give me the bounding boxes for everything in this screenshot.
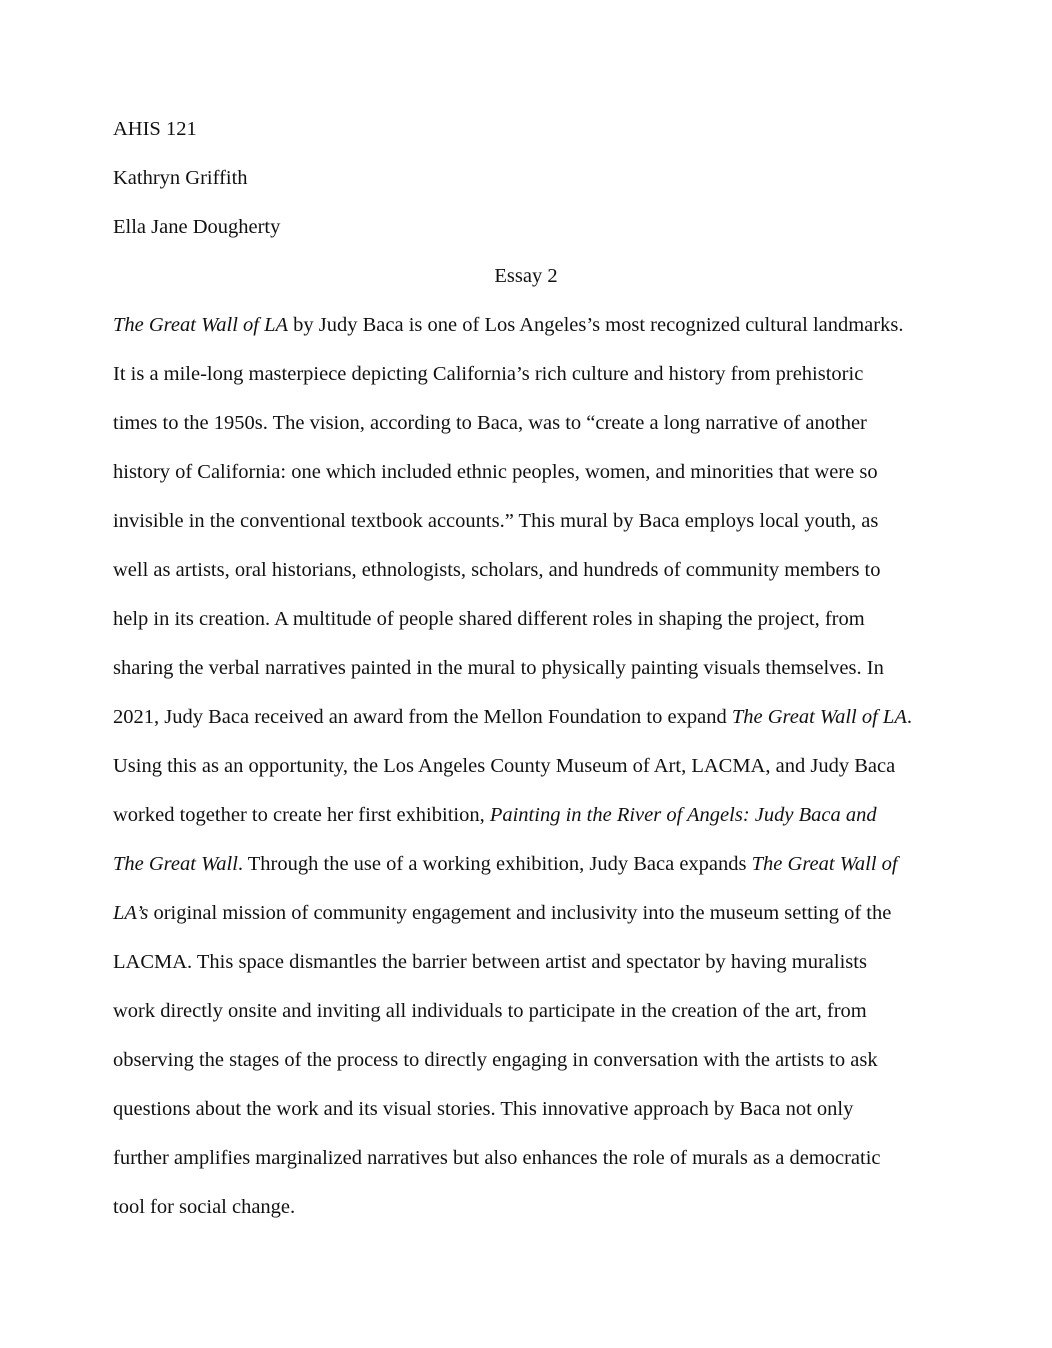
italic-title-text: The Great Wall of LA bbox=[113, 314, 289, 336]
paragraph-line bbox=[113, 852, 898, 876]
line-text: times to the 1950s. The vision, according to Baca, was to “create a long narrative of another bbox=[113, 412, 867, 434]
paragraph-line bbox=[113, 607, 865, 631]
italic-title-text: The Great Wall bbox=[113, 853, 238, 875]
essay-title: Essay 2 bbox=[494, 265, 558, 287]
line-text: help in its creation. A multitude of people shared different roles in shaping the project, from bbox=[113, 608, 865, 630]
line-text: tool for social change. bbox=[113, 1196, 296, 1218]
paragraph-line bbox=[113, 460, 878, 484]
italic-title-text: The Great Wall of LA bbox=[731, 706, 907, 728]
line-text: observing the stages of the process to directly engaging in conversation with the artists to ask bbox=[113, 1049, 878, 1071]
line-text: original mission of community engagement and inclusivity into the museum setting of the bbox=[148, 902, 892, 924]
line-text: invisible in the conventional textbook accounts.” This mural by Baca employs local youth, as bbox=[113, 510, 879, 532]
line-text: 2021, Judy Baca received an award from the Mellon Foundation to expand bbox=[113, 706, 732, 728]
paragraph-line bbox=[113, 803, 877, 827]
line-text: work directly onsite and inviting all individuals to participate in the creation of the art, from bbox=[113, 1000, 867, 1022]
line-text: questions about the work and its visual stories. This innovative approach by Baca not only bbox=[113, 1098, 854, 1120]
paragraph-line bbox=[113, 901, 891, 925]
paragraph-line bbox=[113, 705, 912, 729]
course-code: AHIS 121 bbox=[113, 118, 197, 140]
paragraph-line bbox=[113, 1048, 878, 1072]
line-text: . bbox=[906, 706, 912, 728]
line-text: sharing the verbal narratives painted in the mural to physically painting visuals themselves. In bbox=[113, 657, 884, 679]
paragraph-line bbox=[113, 1146, 881, 1170]
paragraph-line bbox=[113, 313, 903, 337]
italic-title-text: LA’s bbox=[113, 902, 149, 924]
paragraph-line bbox=[113, 411, 867, 435]
line-text: LACMA. This space dismantles the barrier between artist and spectator by having muralists bbox=[113, 951, 867, 973]
paragraph-line bbox=[113, 950, 867, 974]
paragraph-line bbox=[113, 1195, 295, 1219]
line-text: Using this as an opportunity, the Los Angeles County Museum of Art, LACMA, and Judy Baca bbox=[113, 755, 896, 777]
line-text: further amplifies marginalized narratives but also enhances the role of murals as a democratic bbox=[113, 1147, 881, 1169]
line-text: well as artists, oral historians, ethnologists, scholars, and hundreds of community members to bbox=[113, 559, 881, 581]
instructor-name: Kathryn Griffith bbox=[113, 167, 248, 189]
line-text: worked together to create her first exhibition, bbox=[113, 804, 490, 826]
line-text: by Judy Baca is one of Los Angeles’s most recognized cultural landmarks. bbox=[288, 314, 904, 336]
paragraph-line bbox=[113, 1097, 853, 1121]
line-text: It is a mile-long masterpiece depicting California’s rich culture and history from prehistoric bbox=[113, 363, 864, 385]
paragraph-line bbox=[113, 509, 878, 533]
line-text: history of California: one which included ethnic peoples, women, and minorities that were so bbox=[113, 461, 878, 483]
paragraph-line bbox=[113, 754, 895, 778]
paragraph-line bbox=[113, 362, 863, 386]
paragraph-line bbox=[113, 656, 884, 680]
italic-title-text: Painting in the River of Angels: Judy Baca and bbox=[489, 804, 877, 826]
paragraph-line bbox=[113, 558, 881, 582]
line-text: . Through the use of a working exhibition, Judy Baca expands bbox=[237, 853, 752, 875]
paragraph-line bbox=[113, 999, 867, 1023]
italic-title-text: The Great Wall of bbox=[751, 853, 898, 875]
student-name: Ella Jane Dougherty bbox=[113, 216, 281, 238]
